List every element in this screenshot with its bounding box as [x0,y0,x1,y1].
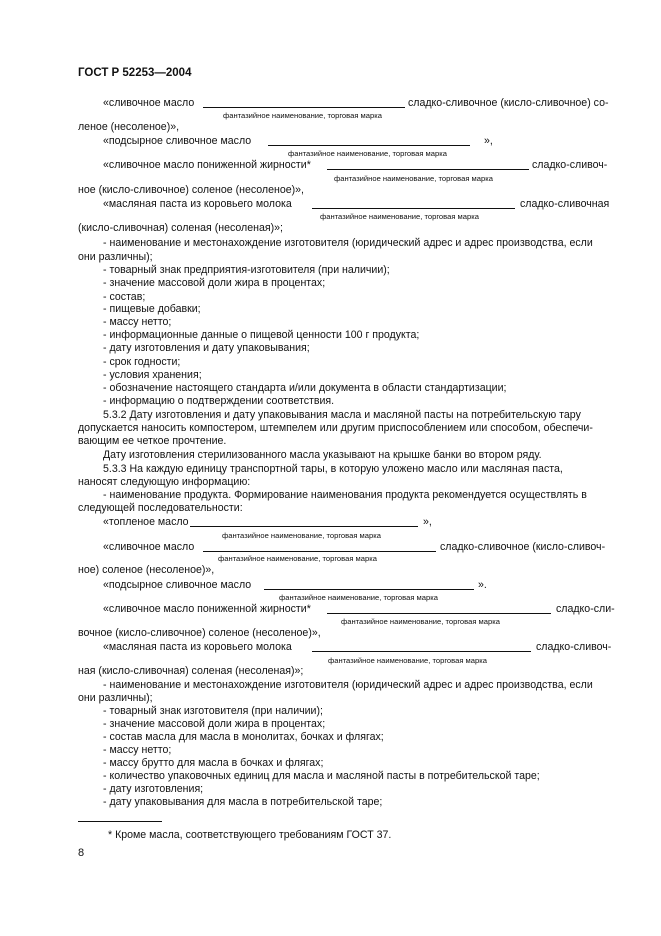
list-item: - состав масла для масла в монолитах, бочках и флягах; [103,731,384,743]
clause-text: допускается наносить компостером, штемпелем или другим приспособлением или способом, обеспечи- [78,422,593,434]
list-item: - значение массовой доли жира в процентах; [103,277,326,289]
list-item: - состав; [103,291,146,303]
clause-text: наносят следующую информацию: [78,476,251,488]
blank-caption: фантазийное наименование, торговая марка [341,617,500,626]
blank-caption: фантазийное наименование, торговая марка [218,554,377,563]
list-item: - товарный знак предприятия-изготовителя (при наличии); [103,264,390,276]
name-line-paste: «масляная паста из коровьего молока [103,198,292,210]
blank-field [190,526,418,527]
blank-field [268,145,470,146]
clause-text: вающим ее четкое прочтение. [78,435,227,447]
clause-text: следующей последовательности: [78,502,243,514]
list-item: - дату изготовления и дату упаковывания; [103,342,310,354]
blank-field [203,107,405,108]
name-line-ghee: «топленое масло [103,516,189,528]
blank-field [264,589,474,590]
list-item: они различны); [78,692,153,704]
page-number: 8 [78,847,85,859]
name-line-butter: «сливочное масло [103,541,195,553]
name-line-butter-end: сладко-сливочное (кисло-сливоч- [440,541,606,553]
blank-caption: фантазийное наименование, торговая марка [279,593,438,602]
name-line-low-fat: «сливочное масло пониженной жирности* [103,159,311,171]
blank-caption: фантазийное наименование, торговая марка [222,531,381,540]
list-item: они различны); [78,251,153,263]
name-line-low-fat-cont: ное (кисло-сливочное) соленое (несоленое)», [78,184,305,196]
blank-caption: фантазийное наименование, торговая марка [288,149,447,158]
blank-field [312,208,515,209]
name-line-low-fat-end: сладко-сли- [556,603,615,615]
name-line-butter-cont: леное (несоленое)», [78,121,180,133]
blank-caption: фантазийное наименование, торговая марка [334,174,493,183]
list-item: - массу брутто для масла в бочках и флягах; [103,757,324,769]
list-item: - пищевые добавки; [103,303,201,315]
blank-field [312,651,531,652]
list-item: - обозначение настоящего стандарта и/или документа в области стандартизации; [103,382,507,394]
blank-field [203,551,436,552]
clause-5-3-3: 5.3.3 На каждую единицу транспортной тары, в которую уложено масло или масляная паста, [103,463,563,475]
document-header: ГОСТ Р 52253—2004 [78,67,192,79]
footnote: * Кроме масла, соответствующего требованиям ГОСТ 37. [108,829,392,841]
name-line-paste-end: сладко-сливочная [520,198,610,210]
list-item: - информационные данные о пищевой ценности 100 г продукта; [103,329,420,341]
list-item: - наименование и местонахождение изготовителя (юридический адрес и адрес производства, если [103,237,593,249]
blank-caption: фантазийное наименование, торговая марка [223,111,382,120]
footnote-divider [78,821,162,822]
name-line-low-fat-cont: вочное (кисло-сливочное) соленое (несоленое)», [78,627,321,639]
list-item: - дату упаковывания для масла в потребительской таре; [103,796,383,808]
clause-5-3-2: 5.3.2 Дату изготовления и дату упаковывания масла и масляной пасты на потребительскую тару [103,409,581,421]
name-line-cheese-butter: «подсырное сливочное масло [103,579,252,591]
name-line-cheese-butter-end: », [484,135,493,147]
list-item: - массу нетто; [103,744,172,756]
list-item: - дату изготовления; [103,783,204,795]
name-line-butter: «сливочное масло [103,97,195,109]
list-item: - наименование продукта. Формирование наименования продукта рекомендуется осуществлять в [103,489,587,501]
list-item: - информацию о подтверждении соответствия. [103,395,335,407]
name-line-butter-end: сладко-сливочное (кисло-сливочное) со- [408,97,609,109]
list-item: - условия хранения; [103,369,202,381]
name-line-cheese-butter: «подсырное сливочное масло [103,135,252,147]
blank-field [327,613,551,614]
name-line-ghee-end: », [423,516,432,528]
list-item: - значение массовой доли жира в процентах; [103,718,326,730]
name-line-paste-end: сладко-сливоч- [536,641,612,653]
name-line-cheese-butter-end: ». [478,579,487,591]
blank-caption: фантазийное наименование, торговая марка [320,212,479,221]
name-line-low-fat-end: сладко-сливоч- [532,159,608,171]
name-line-paste-cont: (кисло-сливочная) соленая (несоленая)»; [78,222,283,234]
list-item: - количество упаковочных единиц для масла и масляной пасты в потребительской таре; [103,770,540,782]
list-item: - товарный знак изготовителя (при наличии); [103,705,323,717]
list-item: - срок годности; [103,356,181,368]
list-item: - массу нетто; [103,316,172,328]
list-item: - наименование и местонахождение изготовителя (юридический адрес и адрес производства, если [103,679,593,691]
name-line-low-fat: «сливочное масло пониженной жирности* [103,603,311,615]
name-line-paste: «масляная паста из коровьего молока [103,641,292,653]
name-line-paste-cont: ная (кисло-сливочная) соленая (несоленая)»; [78,665,304,677]
clause-text: Дату изготовления стерилизованного масла указывают на крышке банки во втором ряду. [103,449,542,461]
blank-field [327,169,529,170]
name-line-butter-cont: ное) соленое (несоленое)», [78,564,215,576]
blank-caption: фантазийное наименование, торговая марка [328,656,487,665]
